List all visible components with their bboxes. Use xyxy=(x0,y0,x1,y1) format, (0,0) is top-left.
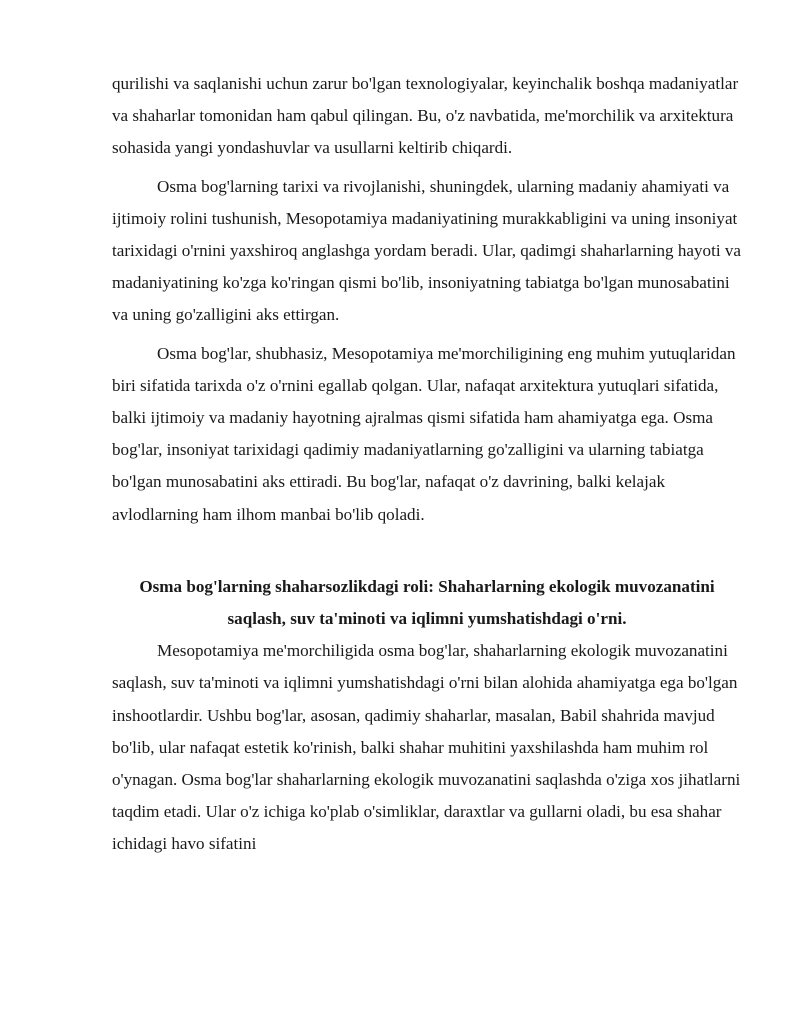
section-spacer xyxy=(112,531,742,571)
document-body xyxy=(112,68,742,861)
paragraph-history-significance: Osma bog'larning tarixi va rivojlanishi, shuningdek, ularning madaniy ahamiyati va ijtimoiy rolini tushunish, Mesopotamiya madaniyatining murakkabligini va uning insoniyat tarixidagi o'rnini yaxshiroq anglashga yordam beradi. Ular, qadimgi shaharlarning hayoti va madaniyatining ko'zga ko'ringan qismi bo'lib, insoniyatning tabiatga bo'lgan munosabatini va uning go'zalligini aks ettirgan. xyxy=(112,176,741,325)
paragraph-urban-role: Mesopotamiya me'morchiligida osma bog'lar, shaharlarning ekologik muvozanatini saqlash, suv ta'minoti va iqlimni yumshatishdagi o'rni bilan alohida ahamiyatga ega bo'lgan inshootlardir. Ushbu bog'lar, asosan, qadimiy shaharlar, masalan, Babil shahrida mavjud bo'lib, ular nafaqat estetik ko'rinish, balki shahar muhitini yaxshilashda ham muhim rol o'ynagan. Osma bog'lar shaharlarning ekologik muvozanatini saqlashda o'ziga xos jihatlarni taqdim etadi. Ular o'z ichiga ko'plab o'simliklar, daraxtlar va gullarni oladi, bu esa shahar ichidagi havo sifatini xyxy=(112,641,741,854)
continuation-paragraph: qurilishi va saqlanishi uchun zarur bo'lgan texnologiyalar, keyinchalik boshqa madaniyatlar va shaharlar tomonidan ham qabul qilingan. Bu, o'z navbatida, me'morchilik va arxitektura sohasida yangi yondashuvlar va usullarni keltirib chiqardi. xyxy=(112,74,739,158)
section-heading: Osma bog'larning shaharsozlikdagi roli: Shaharlarning ekologik muvozanatini saqlash, suv ta'minoti va iqlimni yumshatishdagi o'rni. xyxy=(139,576,715,629)
paragraph-achievement: Osma bog'lar, shubhasiz, Mesopotamiya me'morchiligining eng muhim yutuqlaridan biri sifatida tarixda o'z o'rnini egallab qolgan. Ular, nafaqat arxitektura yutuqlari sifatida, balki ijtimoiy va madaniy hayotning ajralmas qismi sifatida ham ahamiyatga ega. Osma bog'lar, insoniyat tarixidagi qadimiy madaniyatlarning go'zalligini va ularning tabiatga bo'lgan munosabatini aks ettiradi. Bu bog'lar, nafaqat o'z davrining, balki kelajak avlodlarning ham ilhom manbai bo'lib qoladi. xyxy=(112,343,736,524)
